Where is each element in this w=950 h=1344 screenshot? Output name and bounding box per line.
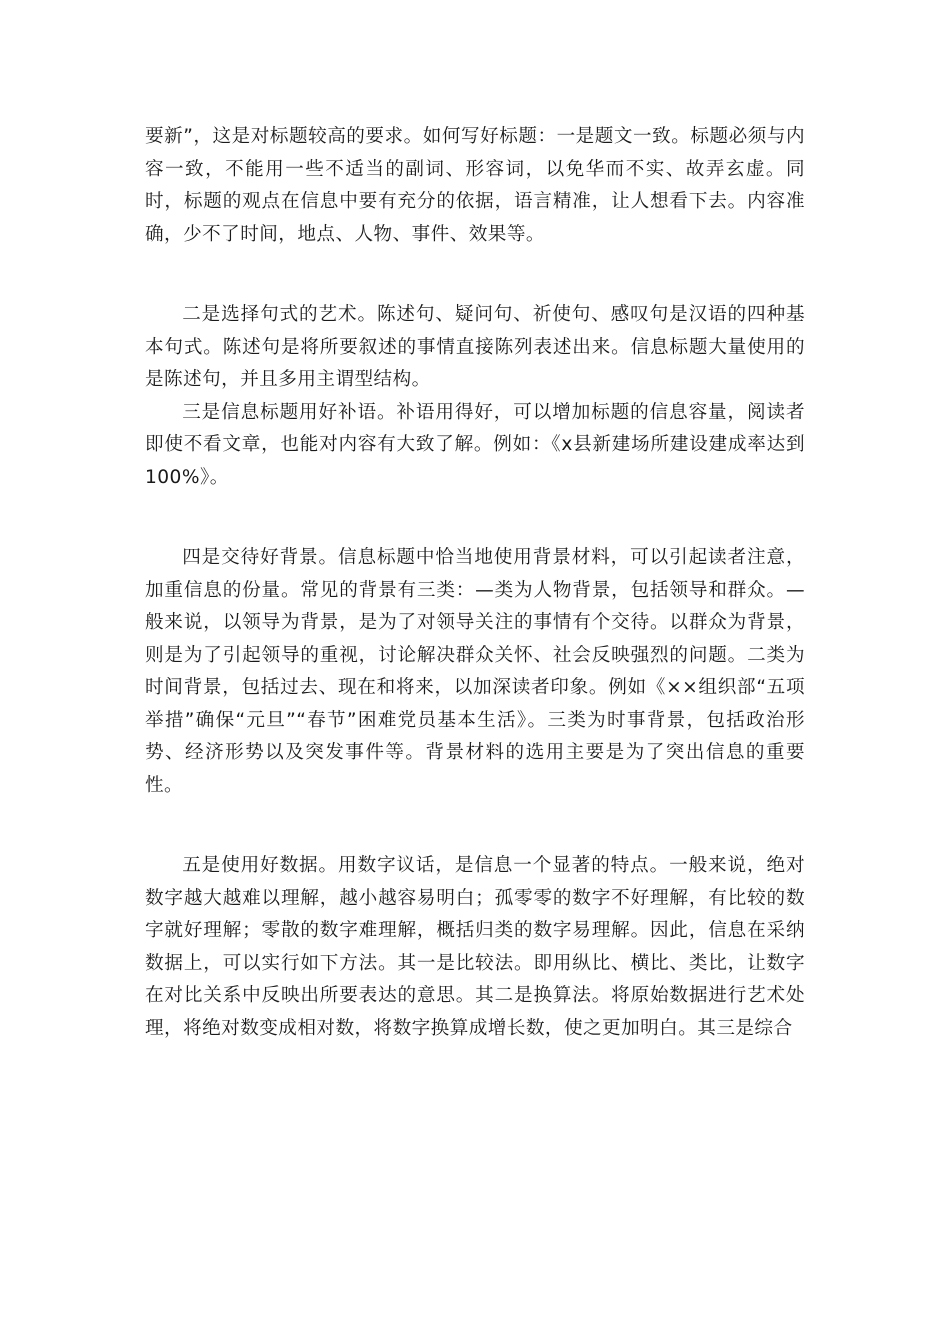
document-page (145, 121, 805, 1045)
paragraph-complement: 三是信息标题用好补语。补语用得好，可以增加标题的信息容量，阅读者即使不看文章，也能对内容有大致了解。例如：《x县新建场所建设建成率达到100%》。 (145, 401, 805, 488)
paragraph-sentence-style: 二是选择句式的艺术。陈述句、疑问句、祈使句、感叹句是汉语的四种基本句式。陈述句是将所要叙述的事情直接陈列表述出来。信息标题大量使用的是陈述句，并且多用主谓型结构。 (145, 304, 805, 390)
paragraph-data-usage: 五是使用好数据。用数字议话，是信息一个显著的特点。一般来说，绝对数字越大越难以理解，越小越容易明白；孤零零的数字不好理解，有比较的数字就好理解；零散的数字难理解，概括归类的数字易理解。因此，信息在采纳数据上，可以实行如下方法。其一是比较法。即用纵比、横比、类比，让数字在对比关系中反映出所要表达的意思。其二是换算法。将原始数据进行艺术处理，将绝对数变成相对数，将数字换算成增长数，使之更加明白。其三是综合 (145, 855, 805, 1039)
paragraph-gap (145, 251, 805, 299)
paragraph-gap (145, 494, 805, 542)
paragraph-gap (145, 802, 805, 850)
paragraph-background: 四是交待好背景。信息标题中恰当地使用背景材料，可以引起读者注意，加重信息的份量。常见的背景有三类：—类为人物背景，包括领导和群众。—般来说，以领导为背景，是为了对领导关注的事情有个交待。以群众为背景，则是为了引起领导的重视，讨论解决群众关怀、社会反映强烈的问题。二类为时间背景，包括过去、现在和将来，以加深读者印象。例如《××组织部“五项举措”确保“元旦”“春节”困难党员基本生活》。三类为时事背景，包括政治形势、经济形势以及突发事件等。背景材料的选用主要是为了突出信息的重要性。 (145, 547, 805, 796)
paragraph-title-requirements: 要新”，这是对标题较高的要求。如何写好标题：一是题文一致。标题必须与内容一致，不能用一些不适当的副词、形容词，以免华而不实、故弄玄虚。同时，标题的观点在信息中要有充分的依据，语言精准，让人想看下去。内容准确，少不了时间，地点、人物、事件、效果等。 (145, 126, 805, 245)
